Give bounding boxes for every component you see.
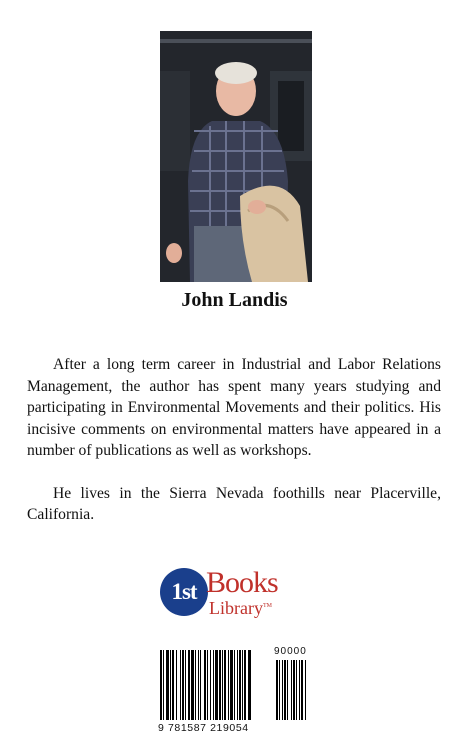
bio-paragraph: After a long term career in Industrial and Labor Relations Management, the author has spent many years studying and participating in Environmental Movements and their politics. His incisive comments on environmental matters have appeared in a number of publications as well as workshops. — [27, 356, 441, 459]
barcode-icon — [158, 646, 322, 724]
author-name: John Landis — [181, 289, 288, 311]
author-photo — [160, 31, 312, 282]
logo-badge: 1st — [160, 568, 208, 616]
logo-books-text: Books — [206, 566, 278, 599]
logo-library-label: Library — [209, 598, 263, 618]
logo-library-text — [209, 597, 272, 617]
bio-paragraph: He lives in the Sierra Nevada foothills near Placerville, California. — [27, 484, 441, 523]
publisher-logo — [160, 566, 310, 626]
author-bio — [27, 354, 441, 547]
trademark-mark: TM — [262, 603, 272, 609]
isbn-number: 9 781587 219054 — [158, 722, 249, 734]
barcode-block — [158, 646, 322, 736]
addon-number: 90000 — [274, 646, 307, 657]
